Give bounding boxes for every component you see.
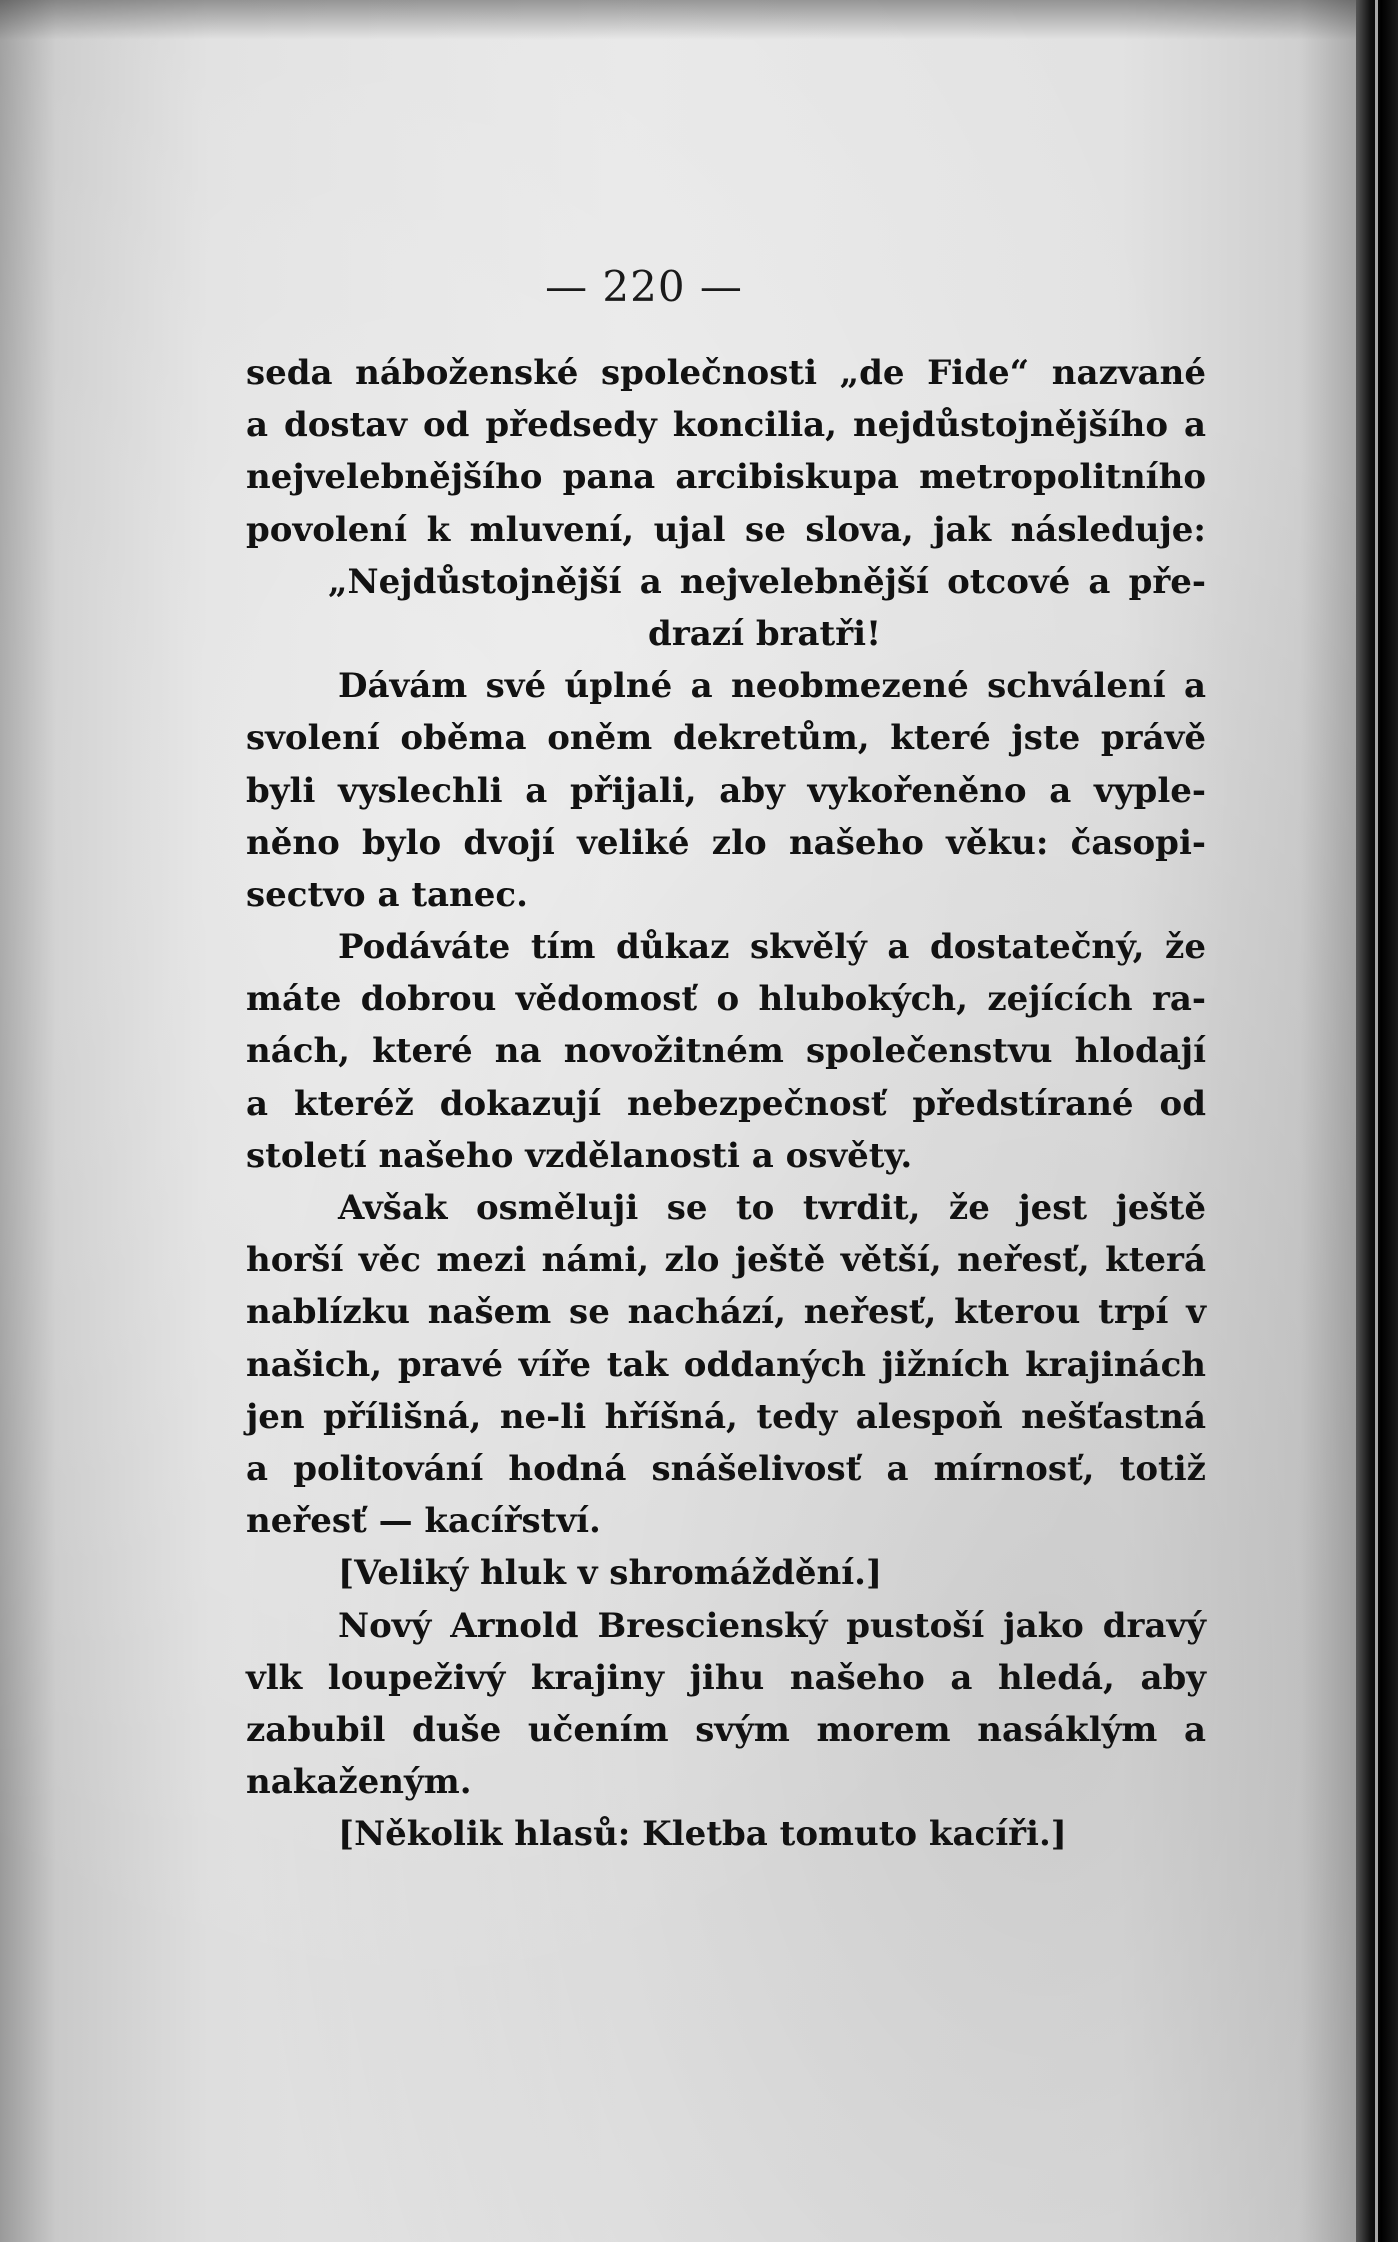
text-line: nablízku našem se nachází, neřesť, kterou trpí v [246, 1292, 1206, 1333]
text-line: Avšak osměluji se to tvrdit, že jest ještě [338, 1188, 1206, 1228]
text-line: Nový Arnold Brescienský pustoší jako dravý [338, 1605, 1206, 1646]
page-body-text [246, 347, 1206, 1860]
page-number: — 220 — [545, 262, 743, 311]
page-top-shadow [0, 0, 1398, 40]
text-line: a politování hodná snášelivosť a mírnosť, totiž [246, 1448, 1206, 1489]
text-line: [Několik hlasů: Kletba tomuto kacíři.] [338, 1814, 1067, 1855]
text-line: Podáváte tím důkaz skvělý a dostatečný, že [338, 927, 1206, 968]
text-line: neřesť — kacířství. [246, 1501, 601, 1542]
text-line: „Nejdůstojnější a nejvelebnější otcové a pře- [328, 561, 1206, 602]
text-line: století našeho vzdělanosti a osvěty. [246, 1135, 913, 1176]
text-line: máte dobrou vědomosť o hlubokých, zejících ra- [246, 979, 1206, 1020]
text-line: nakaženým. [246, 1762, 472, 1803]
text-line: byli vyslechli a přijali, aby vykořeněno a vyple- [246, 770, 1206, 811]
page-edge-line [1375, 0, 1378, 2242]
text-line: sectvo a tanec. [246, 874, 528, 915]
text-line: svolení oběma oněm dekretům, které jste právě [246, 718, 1206, 759]
text-line: zabubil duše učením svým morem nasáklým a [246, 1709, 1206, 1750]
text-line: [Veliký hluk v shromáždění.] [338, 1553, 883, 1594]
text-line: nách, které na novožitném společenstvu hlodají [246, 1031, 1206, 1072]
text-line: povolení k mluvení, ujal se slova, jak následuje: [246, 509, 1206, 550]
text-line: a dostav od předsedy koncilia, nejdůstojnějšího a [246, 405, 1206, 446]
text-line: drazí bratři! [648, 613, 881, 654]
text-line: horší věc mezi námi, zlo ještě větší, neřesť, která [246, 1240, 1206, 1281]
text-line: nejvelebnějšího pana arcibiskupa metropolitního [246, 457, 1206, 498]
text-line: seda náboženské společnosti „de Fide“ nazvané [246, 353, 1206, 393]
text-line: jen přílišná, ne-li hříšná, tedy alespoň nešťastná [246, 1396, 1206, 1437]
text-line: našich, pravé víře tak oddaných jižních krajinách [246, 1344, 1206, 1385]
text-line: něno bylo dvojí veliké zlo našeho věku: časopi- [246, 822, 1206, 863]
text-line: a kteréž dokazují nebezpečnosť předstírané od [246, 1083, 1206, 1124]
text-line: vlk loupeživý krajiny jihu našeho a hledá, aby [246, 1657, 1206, 1698]
text-line: Dávám své úplné a neobmezené schválení a [338, 666, 1206, 707]
